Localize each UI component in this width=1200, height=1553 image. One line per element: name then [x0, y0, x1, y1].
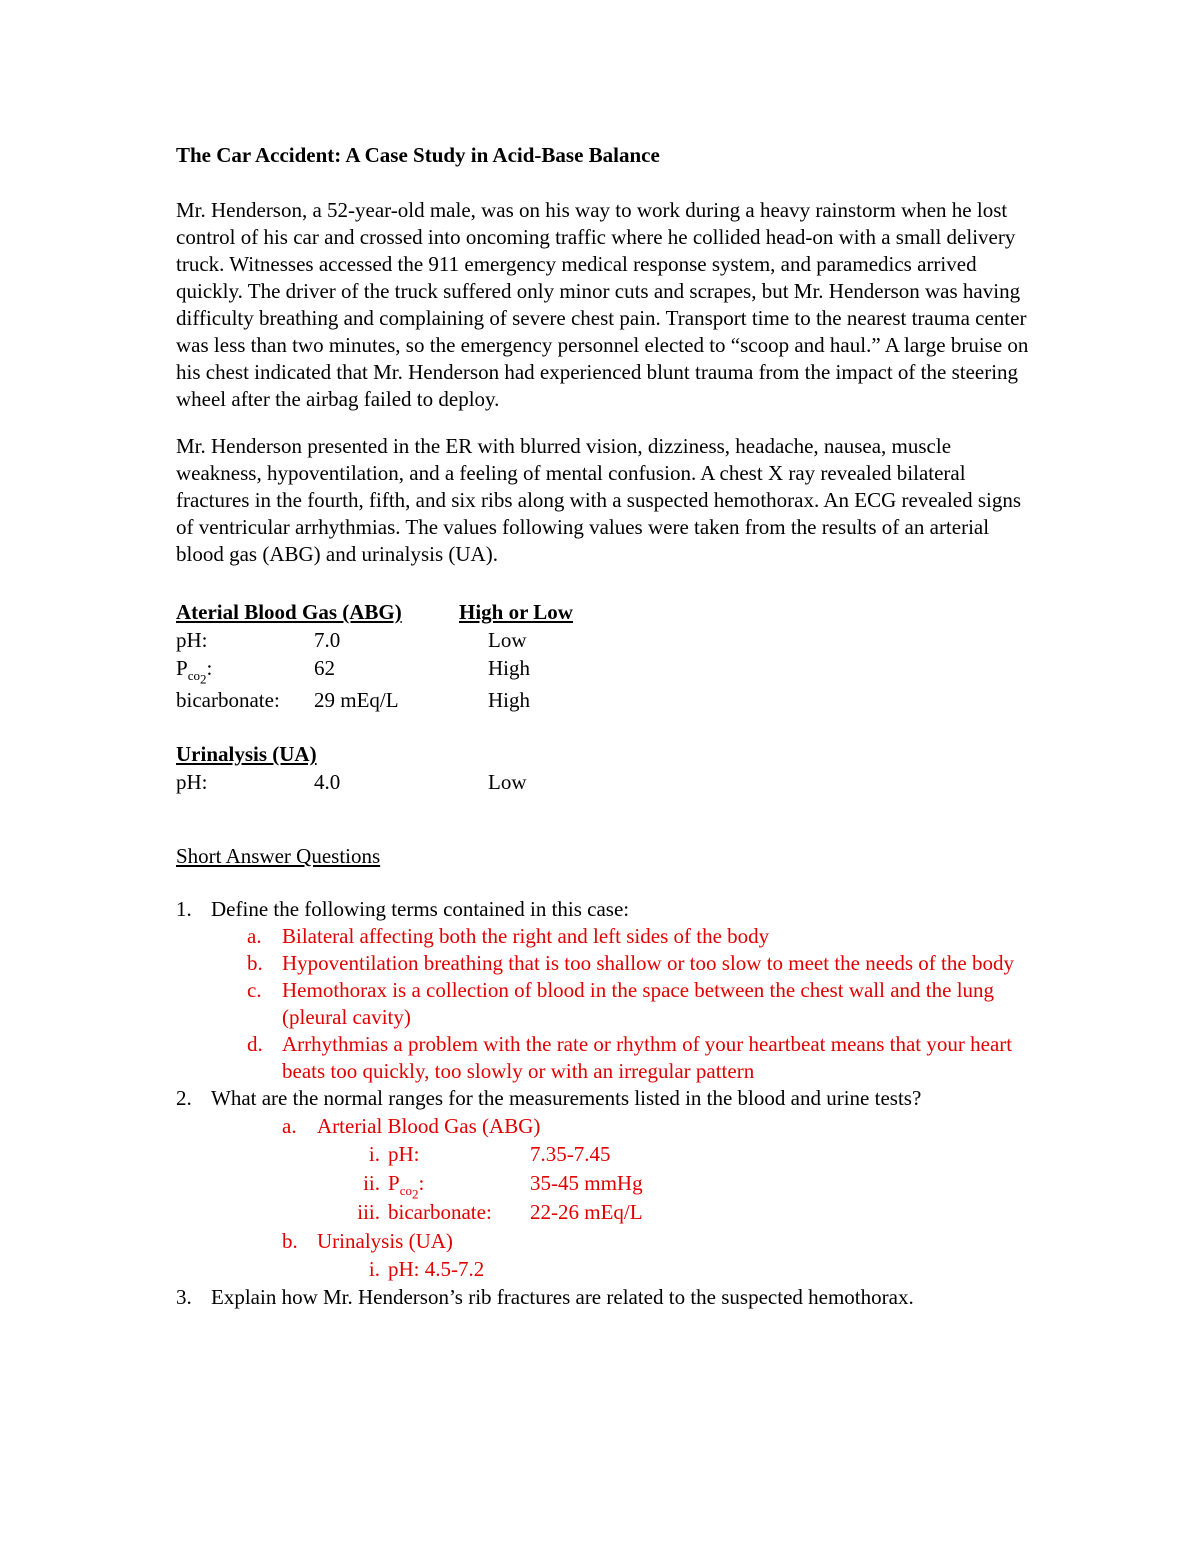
abg-label: $P_{co_2}$:: [176, 656, 213, 687]
abg-row-ph: [176, 626, 1036, 654]
questions-title: Short Answer Questions: [176, 844, 381, 868]
abg-label: pH:: [176, 628, 208, 652]
case-paragraph-2: Mr. Henderson presented in the ER with blurred vision, dizziness, headache, nausea, muscle weakness, hypoventilation, and a feeling of mental confusion. A chest X ray revealed bilateral fractures in the fourth, fifth, and six ribs along with a suspected hemothorax. An ECG revealed signs of ventricular arrhythmias. The values following values were taken from the results of an arterial blood gas (ABG) and urinalysis (UA).: [176, 434, 1022, 566]
question-text: Define the following terms contained in this case:: [211, 897, 630, 921]
abg-value: 62: [314, 656, 335, 680]
question-text: What are the normal ranges for the measurements listed in the blood and urine tests?: [211, 1086, 922, 1110]
answer-item: a. Bilateral affecting both the right and left sides of the body: [247, 924, 770, 948]
answer-item: b. Urinalysis (UA): [282, 1229, 453, 1253]
abg-label: bicarbonate:: [176, 688, 280, 712]
abg-value: 29 mEq/L: [314, 688, 399, 712]
answer-subitem: i. pH: 4.5-7.2: [368, 1257, 485, 1281]
ua-value: 4.0: [314, 770, 341, 794]
abg-row-bicarbonate: [176, 686, 1036, 714]
abg-level: Low: [488, 628, 527, 652]
document-page: [176, 142, 1036, 1311]
abg-header-row: [176, 598, 1036, 626]
answer-item: b. Hypoventilation breathing that is too shallow or too slow to meet the needs of the body: [247, 951, 1014, 975]
ua-level: Low: [488, 770, 527, 794]
ua-header-row: [176, 740, 1036, 768]
ua-row-ph: [176, 768, 1036, 796]
abg-level: High: [488, 656, 530, 680]
question-text: Explain how Mr. Henderson’s rib fractures are related to the suspected hemothorax.: [211, 1285, 914, 1309]
answer-subitem: iii. bicarbonate: 22-26 mEq/L: [357, 1200, 643, 1224]
answer-item: c. Hemothorax is a collection of blood in the space between the chest wall and the lung (pleural cavity): [247, 978, 995, 1029]
answer-subitem: ii. $P_{co_2}$: 35-45 mmHg: [363, 1171, 643, 1202]
question-3: [176, 1284, 1036, 1311]
question-number: 3.: [176, 1285, 192, 1309]
answer-subitem: i. pH: 7.35-7.45: [368, 1142, 611, 1166]
question-number: 1.: [176, 897, 192, 921]
case-paragraph-1: Mr. Henderson, a 52-year-old male, was on his way to work during a heavy rainstorm when he lost control of his car and crossed into oncoming traffic where he collided head-on with a small delivery truck. Witnesses accessed the 911 emergency medical response system, and paramedics arrived quickly. The driver of the truck suffered only minor cuts and scrapes, but Mr. Henderson was having difficulty breathing and complaining of severe chest pain. Transport time to the nearest trauma center was less than two minutes, so the emergency personnel elected to “scoop and haul.” A large bruise on his chest indicated that Mr. Henderson had experienced blunt trauma from the impact of the steering wheel after the airbag failed to deploy.: [176, 198, 1029, 411]
abg-table: [176, 598, 1036, 714]
questions-list: [176, 896, 1036, 1311]
abg-row-pco2: [176, 654, 1036, 687]
question-2: [176, 1085, 1036, 1112]
abg-header: Aterial Blood Gas (ABG): [176, 600, 402, 624]
question-1: [176, 896, 1036, 923]
answer-item: a. Arterial Blood Gas (ABG): [282, 1114, 541, 1138]
ua-table: [176, 740, 1036, 796]
abg-value: 7.0: [314, 628, 341, 652]
ua-label: pH:: [176, 770, 208, 794]
answer-item: d. Arrhythmias a problem with the rate or rhythm of your heartbeat means that your heart beats too quickly, too slowly or with an irregular pattern: [247, 1032, 1013, 1083]
question-number: 2.: [176, 1086, 192, 1110]
ua-header: Urinalysis (UA): [176, 742, 317, 766]
document-title: The Car Accident: A Case Study in Acid-Base Balance: [176, 143, 660, 167]
high-low-header: High or Low: [459, 600, 573, 624]
abg-level: High: [488, 688, 530, 712]
